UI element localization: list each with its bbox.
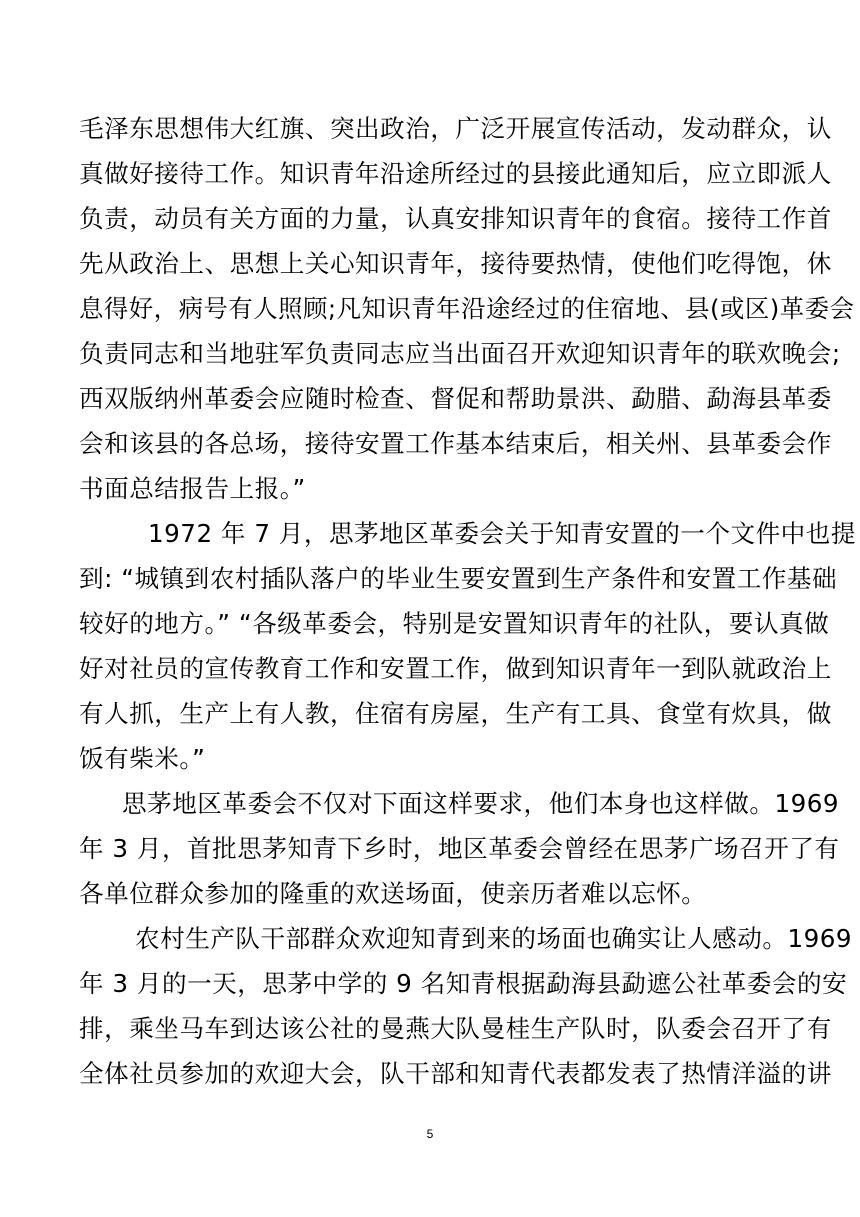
text-line: 毛泽东思想伟大红旗、突出政治，广泛开展宣传活动，发动群众，认 [79, 114, 832, 143]
text-line: 有人抓，生产上有人教，住宿有房屋，生产有工具、食堂有炊具，做 [79, 699, 832, 728]
text-line: 先从政治上、思想上关心知识青年，接待要热情，使他们吃得饱，休 [79, 249, 832, 278]
text-line: 饭有柴米。” [79, 744, 206, 773]
text-line: 较好的地方。” “各级革委会，特别是安置知识青年的社队，要认真做 [79, 609, 830, 638]
text-line: 西双版纳州革委会应随时检查、督促和帮助景洪、勐腊、勐海县革委 [79, 384, 832, 413]
text-line: 全体社员参加的欢迎大会，队干部和知青代表都发表了热情洋溢的讲 [79, 1059, 832, 1088]
text-line: 年 3 月，首批思茅知青下乡时，地区革委会曾经在思茅广场召开了有 [79, 834, 840, 863]
text-line: 农村生产队干部群众欢迎知青到来的场面也确实让人感动。1969 [135, 924, 853, 953]
text-line: 1972 年 7 月，思茅地区革委会关于知青安置的一个文件中也提 [148, 519, 856, 548]
page-number: 5 [426, 1127, 434, 1141]
text-line: 年 3 月的一天，思茅中学的 9 名知青根据勐海县勐遮公社革委会的安 [79, 969, 848, 998]
text-line: 负责同志和当地驻军负责同志应当出面召开欢迎知识青年的联欢晚会; [79, 339, 841, 368]
text-line: 会和该县的各总场，接待安置工作基本结束后，相关州、县革委会作 [79, 429, 832, 458]
text-line: 排，乘坐马车到达该公社的曼燕大队曼桂生产队时，队委会召开了有 [79, 1014, 832, 1043]
text-line: 书面总结报告上报。” [79, 474, 306, 503]
text-line: 各单位群众参加的隆重的欢送场面，使亲历者难以忘怀。 [79, 879, 707, 908]
text-line: 真做好接待工作。知识青年沿途所经过的县接此通知后，应立即派人 [79, 159, 832, 188]
text-line: 好对社员的宣传教育工作和安置工作，做到知识青年一到队就政治上 [79, 654, 832, 683]
text-line: 负责，动员有关方面的力量，认真安排知识青年的食宿。接待工作首 [79, 204, 832, 233]
text-line: 思茅地区革委会不仅对下面这样要求，他们本身也这样做。1969 [122, 789, 840, 818]
text-line: 息得好，病号有人照顾;凡知识青年沿途经过的住宿地、县(或区)革委会 [79, 294, 855, 323]
text-line: 到: “城镇到农村插队落户的毕业生要安置到生产条件和安置工作基础 [79, 564, 838, 593]
